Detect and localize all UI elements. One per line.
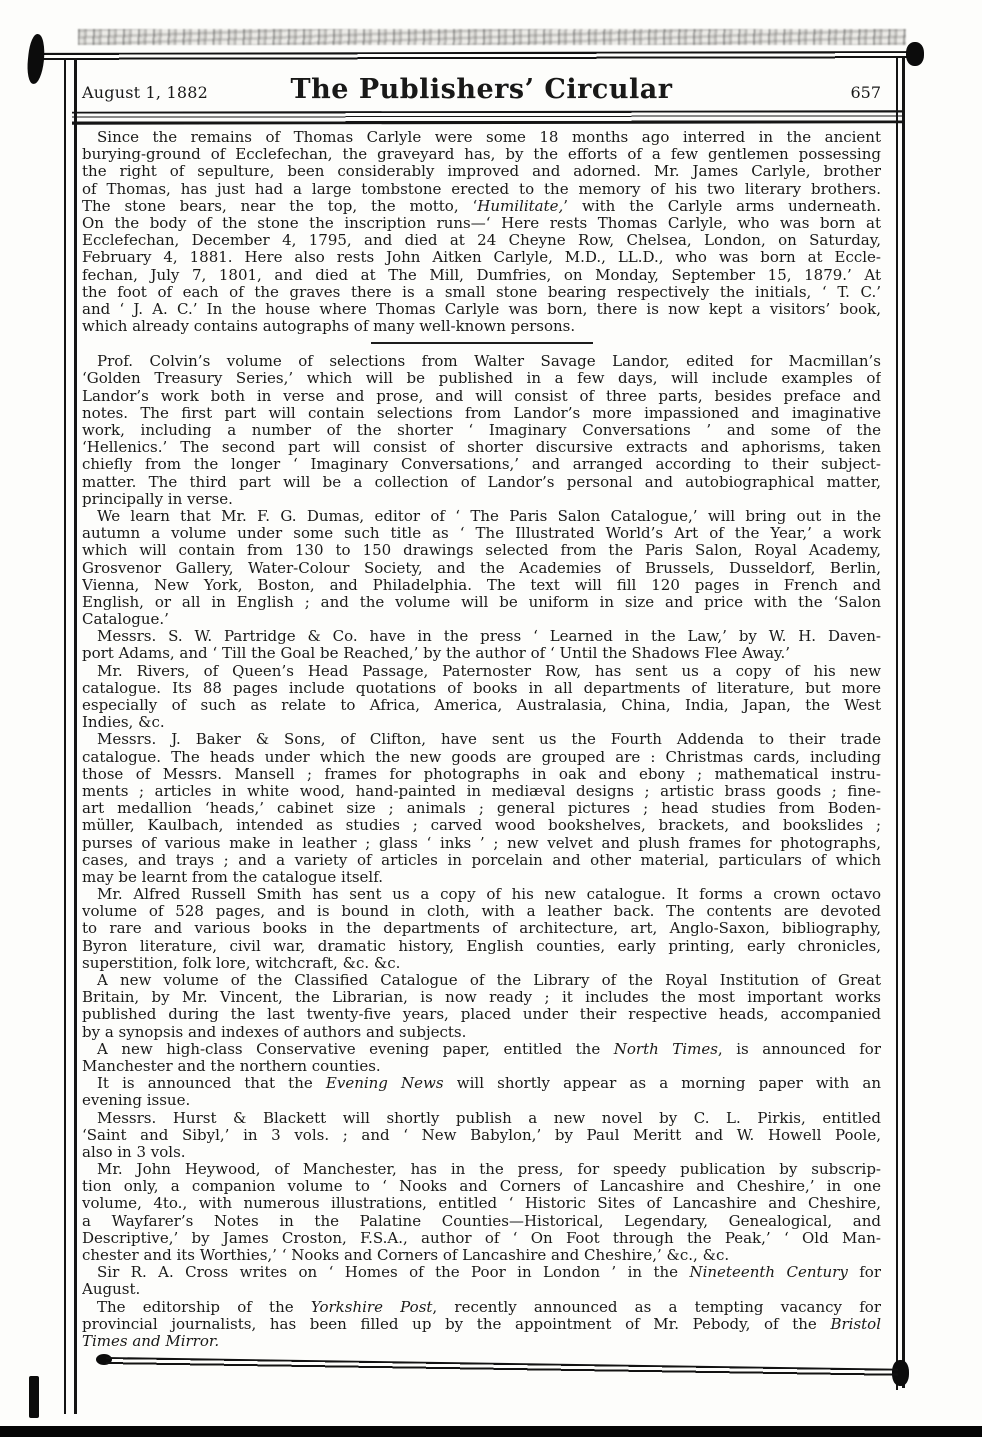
text-line: Times and Mirror.	[82, 1332, 220, 1350]
text-line: English, or all in English ; and the volume will be uniform in size and price with the ‘Salon	[82, 593, 881, 611]
paragraph	[82, 508, 881, 628]
paragraph	[82, 886, 881, 972]
text-line: may be learnt from the catalogue itself.	[82, 868, 384, 886]
text-line: It is announced that the Evening News will shortly appear as a morning paper with an	[97, 1075, 881, 1093]
text-line: We learn that Mr. F. G. Dumas, editor of ‘ The Paris Salon Catalogue,’ will bring out in the	[97, 507, 881, 525]
ink-blot-top-left	[25, 33, 46, 84]
text-line: Britain, by Mr. Vincent, the Librarian, is now ready ; it includes the most important works	[82, 989, 881, 1007]
text-line: a Wayfarer’s Notes in the Palatine Counties—Historical, Legendary, Genealogical, and	[82, 1212, 881, 1230]
paragraph	[82, 663, 881, 732]
top-frame-rule	[38, 51, 916, 61]
page-number: 657	[850, 83, 881, 102]
text-line: also in 3 vols.	[82, 1143, 186, 1161]
text-line: catalogue. Its 88 pages include quotations of books in all departments of literature, but more	[82, 679, 881, 697]
right-frame-line	[896, 58, 898, 1390]
text-line: Sir R. A. Cross writes on ‘ Homes of the Poor in London ’ in the Nineteenth Century for	[97, 1264, 881, 1282]
header-rule	[72, 110, 905, 124]
text-line: matter. The third part will be a collection of Landor’s personal and autobiographical matter,	[82, 473, 881, 491]
text-line: Manchester and the northern counties.	[82, 1057, 381, 1075]
text-line: cases, and trays ; and a variety of articles in porcelain and other material, particulars of which	[82, 851, 881, 869]
text-line: and ‘ J. A. C.’ In the house where Thomas Carlyle was born, there is now kept a visitors’ book,	[82, 300, 881, 318]
scan-edge-bar	[0, 1426, 982, 1437]
text-line: work, including a number of the shorter ‘ Imaginary Conversations ’ and some of the	[82, 422, 881, 439]
text-line: which already contains autographs of many well-known persons.	[82, 318, 576, 336]
text-line: The editorship of the Yorkshire Post, recently announced as a tempting vacancy for	[97, 1298, 881, 1316]
text-line: Vienna, New York, Boston, and Philadelphia. The text will fill 120 pages in French and	[82, 576, 881, 594]
text-line: port Adams, and ‘ Till the Goal be Reached,’ by the author of ‘ Until the Shadows Flee Away.’	[82, 645, 791, 663]
text-line: Since the remains of Thomas Carlyle were some 18 months ago interred in the ancient	[97, 129, 881, 146]
text-line: müller, Kaulbach, intended as studies ; carved wood bookshelves, brackets, and bookslides ;	[82, 817, 881, 835]
text-line: Mr. Alfred Russell Smith has sent us a copy of his new catalogue. It forms a crown octavo	[97, 886, 881, 904]
text-line: Mr. Rivers, of Queen’s Head Passage, Paternoster Row, has sent us a copy of his new	[97, 662, 881, 680]
text-line: Catalogue.’	[82, 611, 169, 629]
text-line: ‘Hellenics.’ The second part will consist of shorter discursive extracts and aphorisms, taken	[82, 439, 881, 457]
text-line: February 4, 1881. Here also rests John Aitken Carlyle, M.D., LL.D., who was born at Eccle-	[82, 249, 881, 267]
left-frame-line	[74, 58, 77, 1414]
paragraph	[82, 972, 881, 1041]
scan-smudge-band	[78, 29, 906, 45]
text-line: Prof. Colvin’s volume of selections from Walter Savage Landor, edited for Macmillan’s	[97, 353, 881, 371]
paragraph	[82, 628, 881, 662]
text-line: principally in verse.	[82, 490, 233, 508]
text-line: Mr. John Heywood, of Manchester, has in the press, for speedy publication by subscrip-	[97, 1161, 881, 1179]
right-frame-line	[902, 58, 905, 1388]
issue-date: August 1, 1882	[82, 83, 209, 102]
article-section	[82, 129, 881, 335]
text-line: superstition, folk lore, witchcraft, &c. &c.	[82, 954, 401, 972]
text-line: burying-ground of Ecclefechan, the graveyard has, by the efforts of a few gentlemen possessing	[82, 146, 881, 164]
text-line: Landor’s work both in verse and prose, and will consist of three parts, besides preface and	[82, 387, 881, 405]
text-line: A new high-class Conservative evening paper, entitled the North Times, is announced for	[97, 1040, 881, 1058]
text-line: Messrs. S. W. Partridge & Co. have in the press ‘ Learned in the Law,’ by W. H. Daven-	[97, 628, 881, 646]
ink-mark-bottom-left	[29, 1376, 39, 1418]
text-line: Descriptive,’ by James Croston, F.S.A., author of ‘ On Foot through the Peak,’ ‘ Old Man-	[82, 1229, 881, 1247]
text-line: Byron literature, civil war, dramatic history, English counties, early printing, early chronicles,	[82, 937, 881, 955]
paragraph	[82, 1041, 881, 1075]
text-line: autumn a volume under some such title as ‘ The Illustrated World’s Art of the Year,’ a work	[82, 525, 881, 543]
text-line: On the body of the stone the inscription runs—‘ Here rests Thomas Carlyle, who was born at	[82, 214, 881, 232]
text-line: Indies, &c.	[82, 714, 165, 732]
text-line: ments ; articles in white wood, hand-painted in mediæval designs ; artistic brass goods ; fine-	[82, 782, 881, 800]
text-line: Grosvenor Gallery, Water-Colour Society, and the Academies of Brussels, Dusseldorf, Berlin,	[82, 559, 881, 577]
text-line: art medallion ‘heads,’ cabinet size ; animals ; general pictures ; head studies from Boden-	[82, 800, 881, 818]
text-line: ‘Saint and Sibyl,’ in 3 vols. ; and ‘ New Babylon,’ by Paul Meritt and W. Howell Poole,	[82, 1126, 881, 1144]
text-line: volume, 4to., with numerous illustrations, entitled ‘ Historic Sites of Lancashire and Cheshire,	[82, 1195, 881, 1213]
text-line: to rare and various books in the departments of architecture, art, Anglo-Saxon, bibliography,	[82, 920, 881, 938]
paragraph	[82, 1110, 881, 1162]
text-line: fechan, July 7, 1801, and died at The Mill, Dumfries, on Monday, September 15, 1879.’ At	[82, 266, 881, 284]
text-line: the foot of each of the graves there is a small stone bearing respectively the initials, ‘ T. C.’	[82, 283, 881, 301]
publication-title: The Publishers’ Circular	[290, 74, 673, 105]
text-line: The stone bears, near the top, the motto, ‘Humilitate,’ with the Carlyle arms underneath.	[82, 197, 881, 215]
text-line: Messrs. Hurst & Blackett will shortly publish a new novel by C. L. Pirkis, entitled	[97, 1109, 881, 1127]
text-line: volume of 528 pages, and is bound in cloth, with a leather back. The contents are devoted	[82, 903, 881, 921]
bottom-frame-rule	[106, 1357, 898, 1377]
text-line: Ecclefechan, December 4, 1795, and died at 24 Cheyne Row, Chelsea, London, on Saturday,	[82, 232, 881, 250]
paragraph	[82, 1299, 881, 1351]
section-divider	[371, 342, 593, 344]
text-line: the right of sepulture, been considerably improved and adorned. Mr. James Carlyle, brother	[82, 163, 881, 181]
text-line: Messrs. J. Baker & Sons, of Clifton, have sent us the Fourth Addenda to their trade	[97, 731, 881, 749]
page-header	[82, 74, 881, 105]
article-text	[82, 129, 881, 1350]
left-frame-line	[64, 58, 66, 1414]
text-line: especially of such as relate to Africa, America, Australasia, China, India, Japan, the West	[82, 697, 881, 714]
text-line: chiefly from the longer ‘ Imaginary Conversations,’ and arranged according to their subject-	[82, 456, 881, 474]
paragraph	[82, 731, 881, 886]
text-line: by a synopsis and indexes of authors and subjects.	[82, 1023, 467, 1041]
text-line: ‘Golden Treasury Series,’ which will be published in a few days, will include examples of	[82, 370, 881, 388]
text-line: chester and its Worthies,’ ‘ Nooks and Corners of Lancashire and Cheshire,’ &c., &c.	[82, 1247, 730, 1264]
text-line: A new volume of the Classified Catalogue of the Library of the Royal Institution of Great	[97, 972, 881, 989]
text-line: those of Messrs. Mansell ; frames for photographs in oak and ebony ; mathematical instru-	[82, 765, 881, 783]
paragraph	[82, 1075, 881, 1109]
text-line: of Thomas, has just had a large tombstone erected to the memory of his two literary brothers.	[82, 180, 881, 198]
text-line: catalogue. The heads under which the new goods are grouped are : Christmas cards, including	[82, 748, 881, 766]
text-line: notes. The first part will contain selections from Landor’s more impassioned and imaginative	[82, 404, 881, 422]
paragraph	[82, 353, 881, 508]
paragraph	[82, 1264, 881, 1298]
text-line: published during the last twenty-five years, placed under their respective heads, accompanied	[82, 1006, 881, 1024]
text-line: which will contain from 130 to 150 drawings selected from the Paris Salon, Royal Academy,	[82, 542, 881, 560]
article-section	[82, 353, 881, 1350]
paragraph	[82, 1161, 881, 1264]
ink-blot-top-right	[906, 42, 924, 66]
text-line: provincial journalists, has been filled up by the appointment of Mr. Pebody, of the Bristol	[82, 1315, 881, 1333]
text-line: August.	[82, 1281, 141, 1299]
paragraph	[82, 129, 881, 335]
text-line: purses of various make in leather ; glass ‘ inks ’ ; new velvet and plush frames for photographs,	[82, 834, 881, 852]
text-line: evening issue.	[82, 1092, 191, 1110]
text-line: tion only, a companion volume to ‘ Nooks and Corners of Lancashire and Cheshire,’ in one	[82, 1178, 881, 1196]
